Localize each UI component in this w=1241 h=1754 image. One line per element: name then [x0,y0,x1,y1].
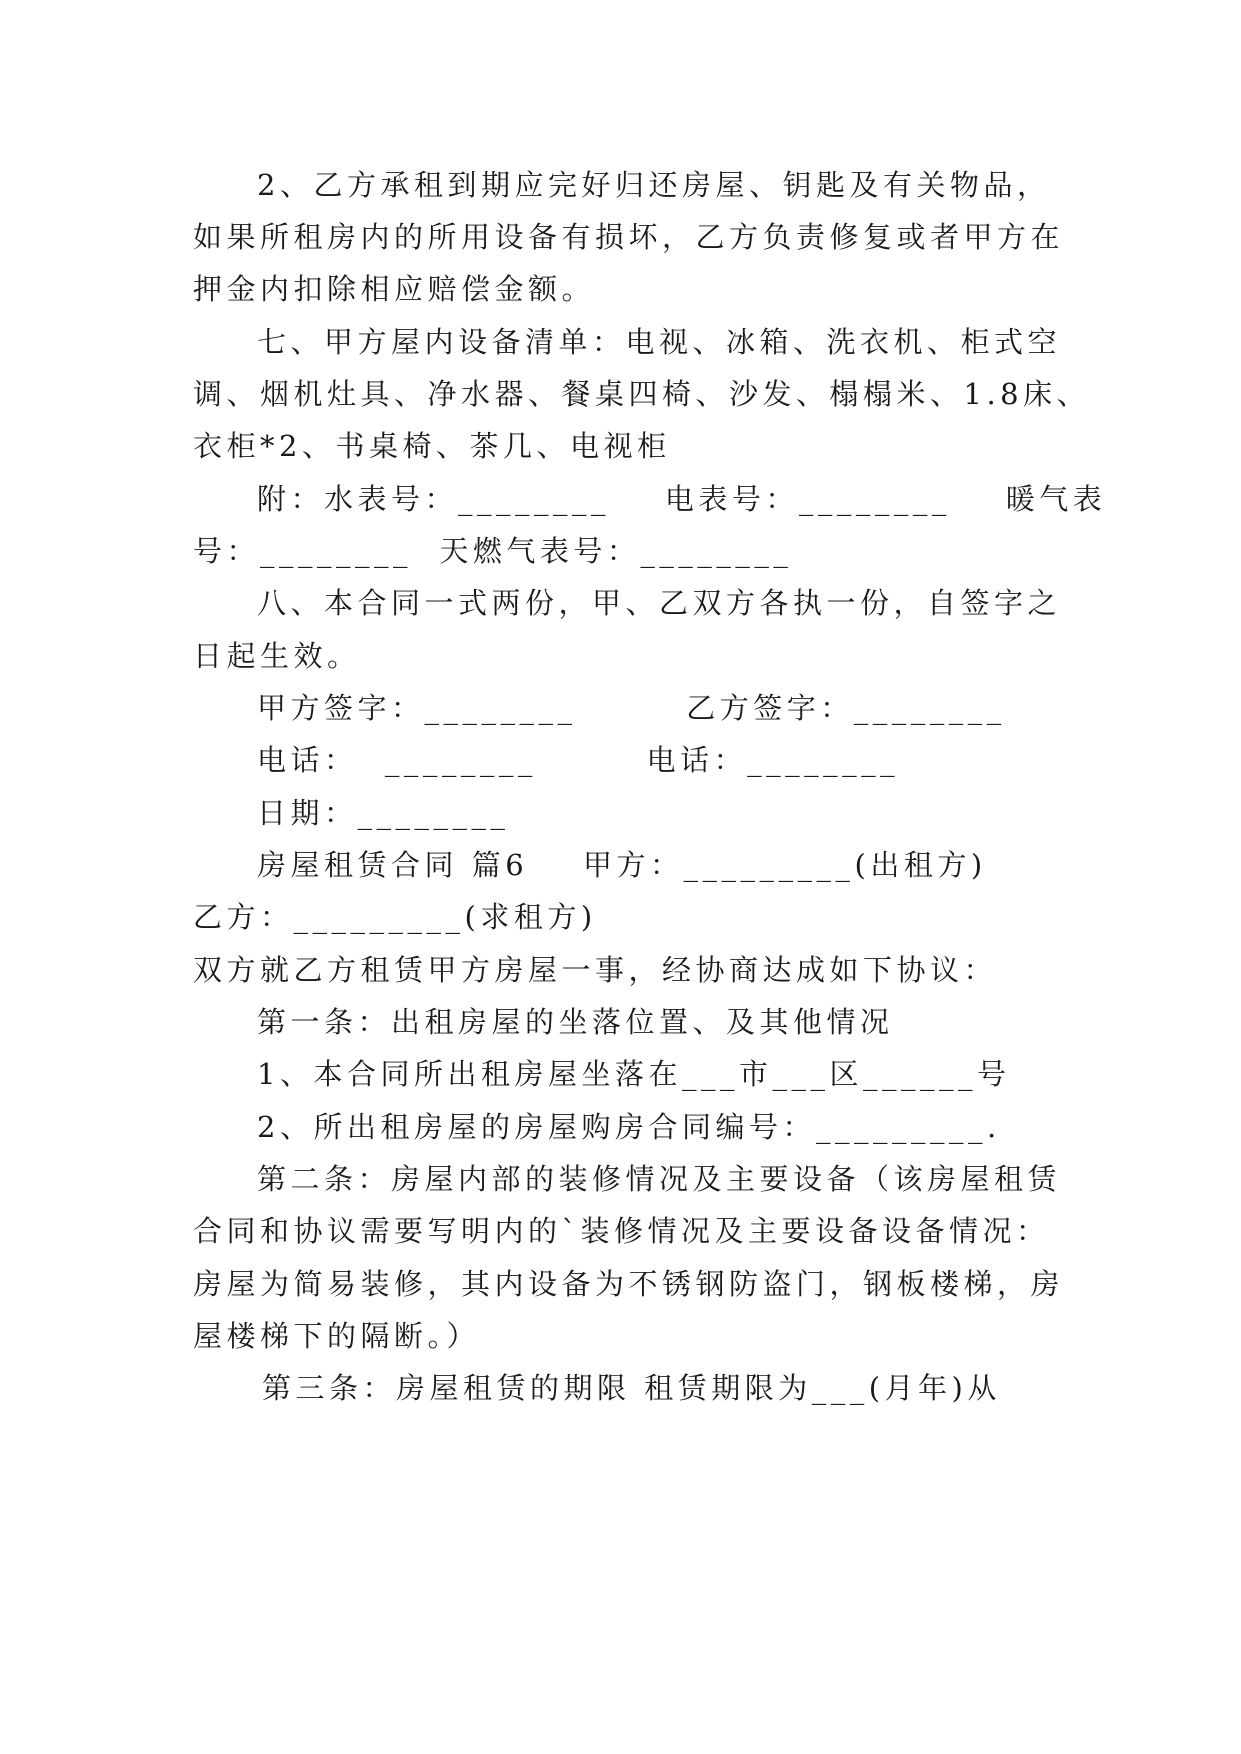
meter-numbers-line-1: 附：水表号：________ 电表号：________ 暖气表 [257,482,1107,516]
clause-8-copies-line-1: 八、本合同一式两份，甲、乙双方各执一份，自签字之 [257,586,1062,620]
article-2-line-3: 房屋为简易装修，其内设备为不锈钢防盗门，钢板楼梯，房 [193,1267,1065,1301]
clause-2-return-line-3: 押金内扣除相应赔偿金额。 [193,272,596,306]
article-2-line-4: 屋楼梯下的隔断。） [193,1319,481,1353]
article-1-item-1: 1、本合同所出租房屋坐落在___市___区______号 [257,1057,1011,1091]
article-2-line-1: 第二条：房屋内部的装修情况及主要设备（该房屋租赁 [257,1162,1062,1196]
party-b-line: 乙方：_________(求租方) [193,900,597,934]
article-1-heading: 第一条：出租房屋的坐落位置、及其他情况 [257,1005,894,1039]
date-line: 日期：________ [257,796,510,830]
contract-6-heading-line: 房屋租赁合同 篇6 甲方：_________(出租方) [257,848,987,882]
clause-7-equipment-line-3: 衣柜*2、书桌椅、茶几、电视柜 [193,429,671,463]
signature-line: 甲方签字：________ 乙方签字：________ [257,691,1006,725]
clause-7-equipment-line-1: 七、甲方屋内设备清单：电视、冰箱、洗衣机、柜式空 [257,325,1062,359]
article-3-line-1: 第三条：房屋租赁的期限 租赁期限为___(月年)从 [262,1371,1001,1405]
clause-7-equipment-line-2: 调、烟机灶具、净水器、餐桌四椅、沙发、榻榻米、1.8床、 [193,377,1091,411]
agreement-intro-line: 双方就乙方租赁甲方房屋一事，经协商达成如下协议： [193,953,998,987]
clause-2-return-line-2: 如果所租房内的所用设备有损坏，乙方负责修复或者甲方在 [193,220,1065,254]
clause-8-copies-line-2: 日起生效。 [193,639,361,673]
phone-line: 电话： ________ 电话：________ [257,743,900,777]
clause-2-return-line-1: 2、乙方承租到期应完好归还房屋、钥匙及有关物品， [257,168,1051,202]
meter-numbers-line-2: 号：________ 天燃气表号：________ [193,534,793,568]
article-2-line-2: 合同和协议需要写明内的`装修情况及主要设备设备情况： [193,1214,1050,1248]
article-1-item-2: 2、所出租房屋的房屋购房合同编号：_________. [257,1110,1001,1144]
